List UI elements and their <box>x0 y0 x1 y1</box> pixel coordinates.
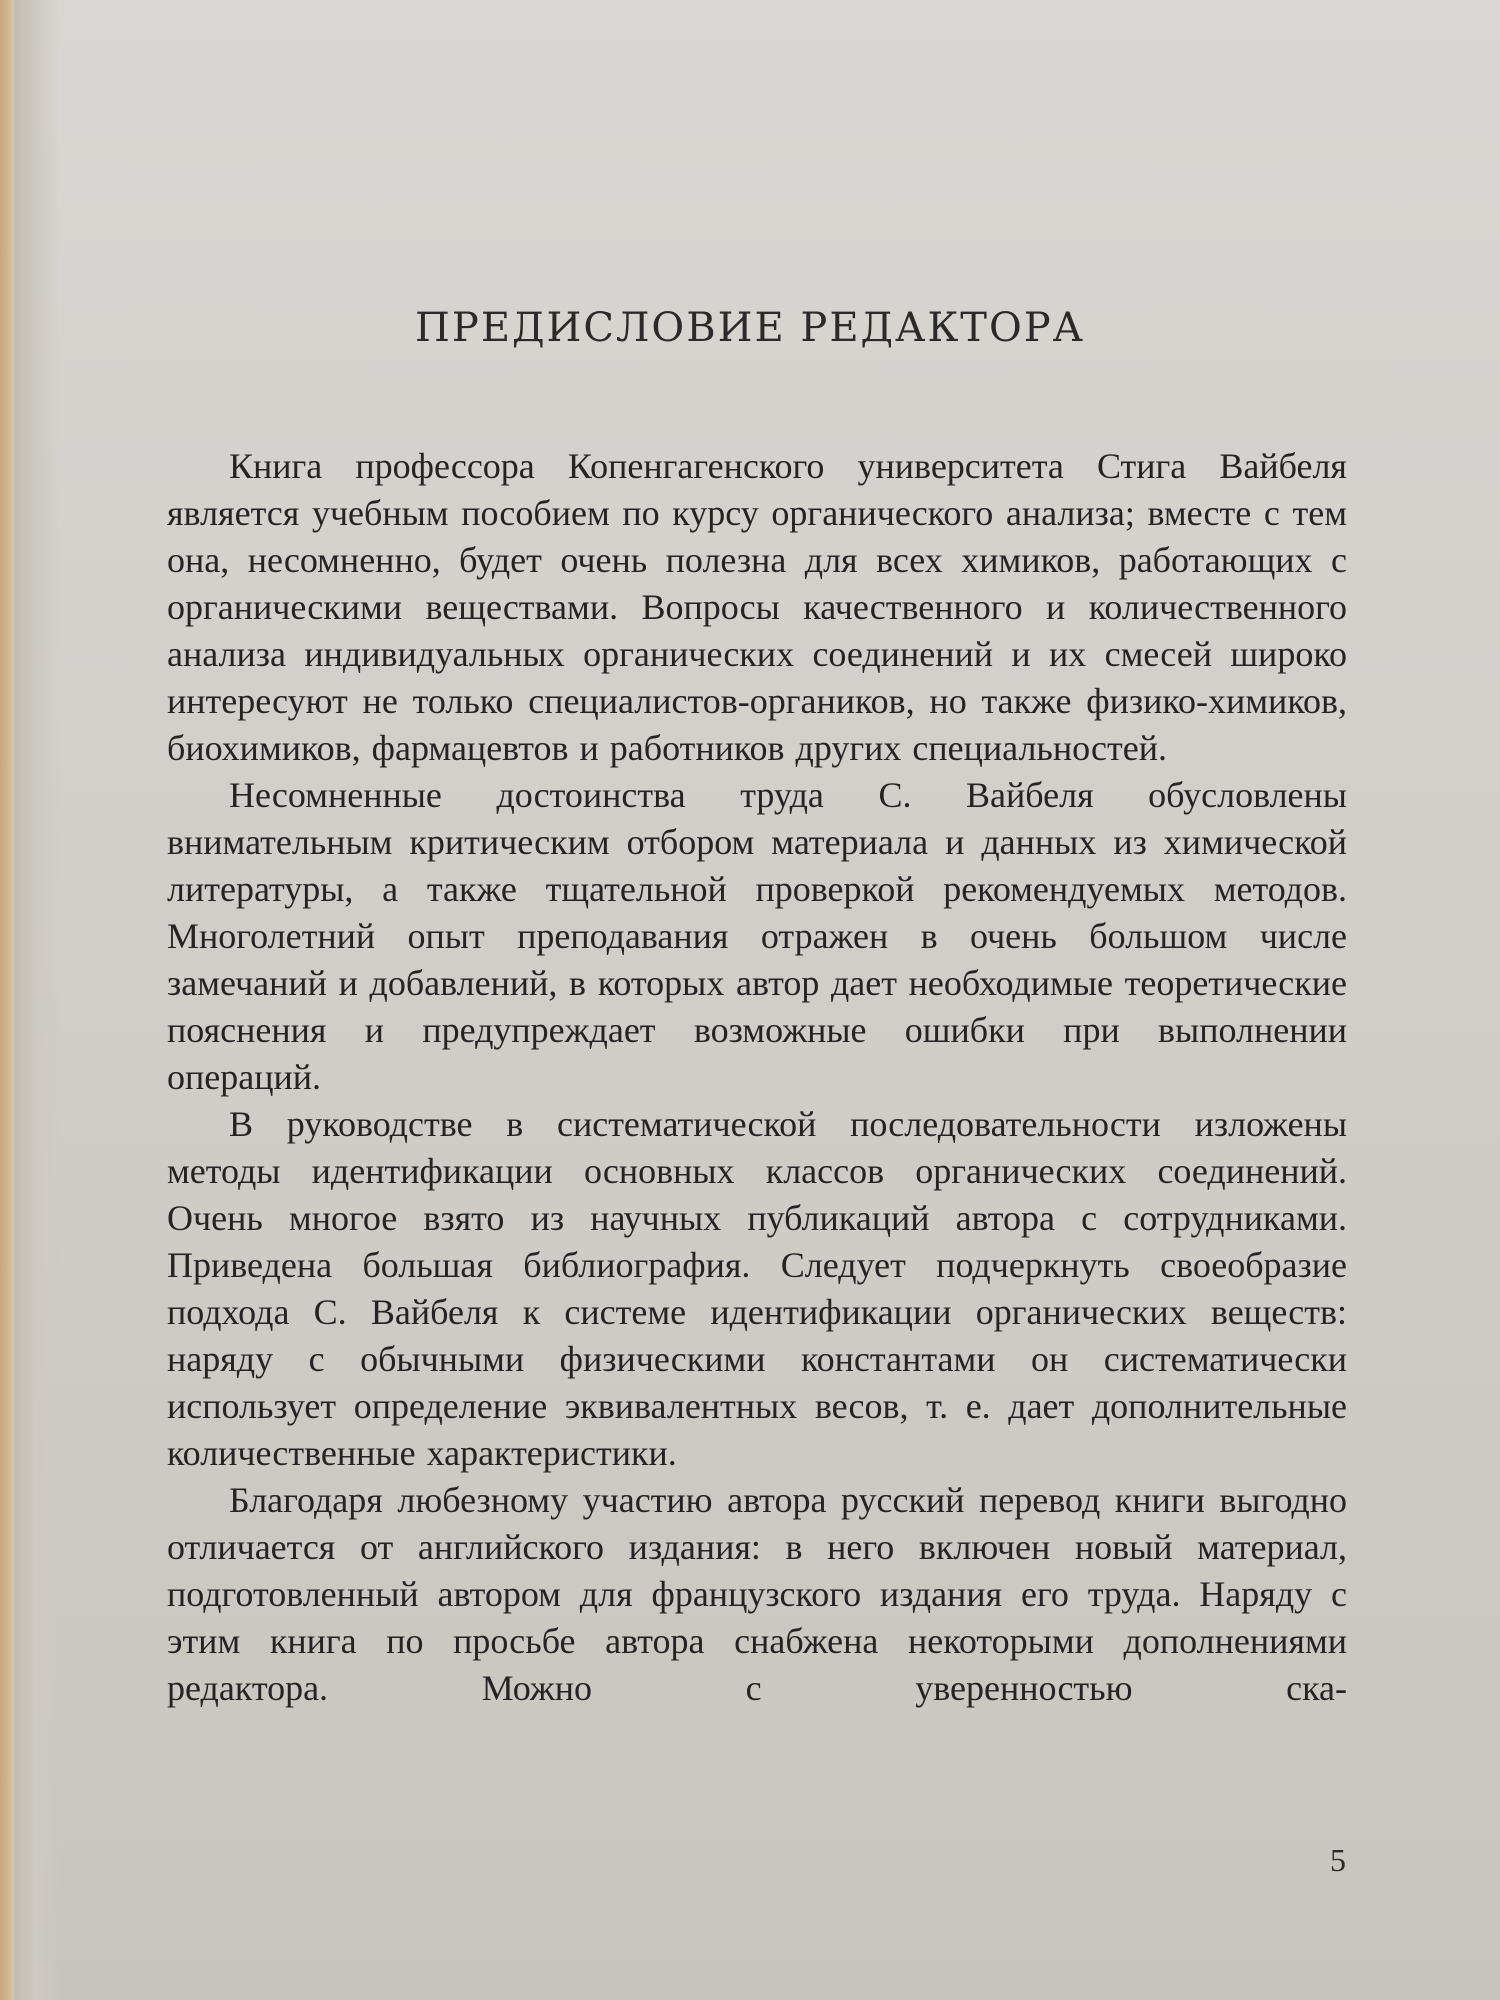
page-title: ПРЕДИСЛОВИЕ РЕДАКТОРА <box>415 305 1085 351</box>
page-number: 5 <box>1330 1842 1346 1878</box>
paragraph-2: Несомненные достоинства труда С. Вайбеля обусловлены внимательным критическим отбором материала и данных из химической литературы, а также тщательной проверкой рекомендуемых методов. Многолетний опыт преподавания отражен в очень большом числе замечаний и добавлений, в которых автор дает необходимые теоретические пояснения и предупреждает возможные ошибки при выполнении операций. <box>167 775 1347 1097</box>
body-text <box>167 443 1347 1712</box>
spine-edge <box>0 0 14 2000</box>
paragraph-3: В руководстве в систематической последовательности изложены методы идентификации основных классов органических соединений. Очень многое взято из научных публикаций автора с сотрудниками. Приведена большая библиография. Следует подчеркнуть своеобразие подхода С. Вайбеля к системе идентификации органических веществ: наряду с обычными физическими константами он систематически использует определение эквивалентных весов, т. е. дает дополнительные количественные характеристики. <box>167 1104 1347 1473</box>
paragraph-4: Благодаря любезному участию автора русский перевод книги выгодно отличается от английского издания: в него включен новый материал, подготовленный автором для французского издания его труда. Наряду с этим книга по просьбе автора снабжена некоторыми дополнениями редактора. Можно с уверенностью ска- <box>167 1480 1347 1708</box>
paragraph-1: Книга профессора Копенгагенского университета Стига Вайбеля является учебным пособием по курсу органического анализа; вместе с тем она, несомненно, будет очень полезна для всех химиков, работающих с органическими веществами. Вопросы качественного и количественного анализа индивидуальных органических соединений и их смесей широко интересуют не только специалистов-органиков, но также физико-химиков, биохимиков, фармацевтов и работников других специальностей. <box>167 446 1347 768</box>
